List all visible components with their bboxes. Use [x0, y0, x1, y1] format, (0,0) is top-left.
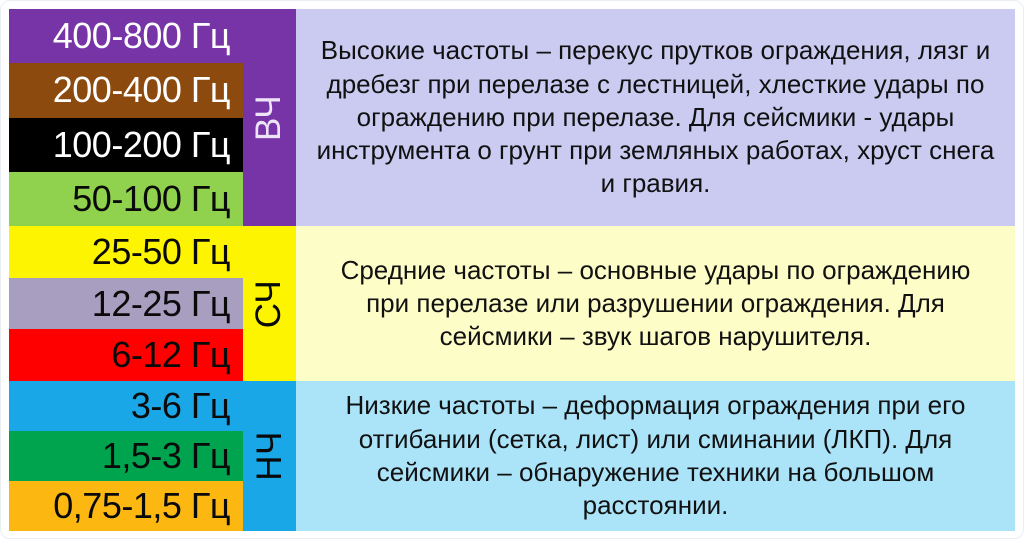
band-1p5-3: 1,5-3 Гц	[9, 431, 243, 481]
group-label-column-sch	[243, 226, 296, 381]
band-200-400: 200-400 Гц	[9, 63, 243, 117]
band-6-12: 6-12 Гц	[9, 329, 243, 381]
group-label-column-nch	[243, 381, 296, 531]
section-vch	[9, 9, 1015, 226]
band-25-50: 25-50 Гц	[9, 226, 243, 278]
band-400-800: 400-800 Гц	[9, 9, 243, 63]
section-sch	[9, 226, 1015, 381]
band-12-25: 12-25 Гц	[9, 278, 243, 330]
band-column-nch	[9, 381, 243, 531]
description-nch: Низкие частоты – деформация ограждения при его отгибании (сетка, лист) или сминании (ЛКП). Для сейсмики – обнаружение техники на большом расстоянии.	[296, 381, 1015, 531]
group-label-sch: СЧ	[249, 279, 289, 328]
description-vch: Высокие частоты – перекус прутков ограждения, лязг и дребезг при перелазе с лестницей, хлесткие удары по ограждению при перелазе. Для сейсмики - удары инструмента о грунт при земляных работах, хруст снега и гравия.	[296, 9, 1015, 226]
group-label-vch: ВЧ	[249, 94, 289, 141]
band-column-vch	[9, 9, 243, 226]
band-100-200: 100-200 Гц	[9, 118, 243, 172]
band-column-sch	[9, 226, 243, 381]
group-label-column-vch	[243, 9, 296, 226]
group-label-nch: НЧ	[249, 431, 289, 481]
band-50-100: 50-100 Гц	[9, 172, 243, 226]
band-0p75-1p5: 0,75-1,5 Гц	[9, 481, 243, 531]
band-3-6: 3-6 Гц	[9, 381, 243, 431]
section-nch	[9, 381, 1015, 531]
description-sch: Средние частоты – основные удары по ограждению при перелазе или разрушении ограждения. Для сейсмики – звук шагов нарушителя.	[296, 226, 1015, 381]
infographic-content	[9, 9, 1015, 531]
